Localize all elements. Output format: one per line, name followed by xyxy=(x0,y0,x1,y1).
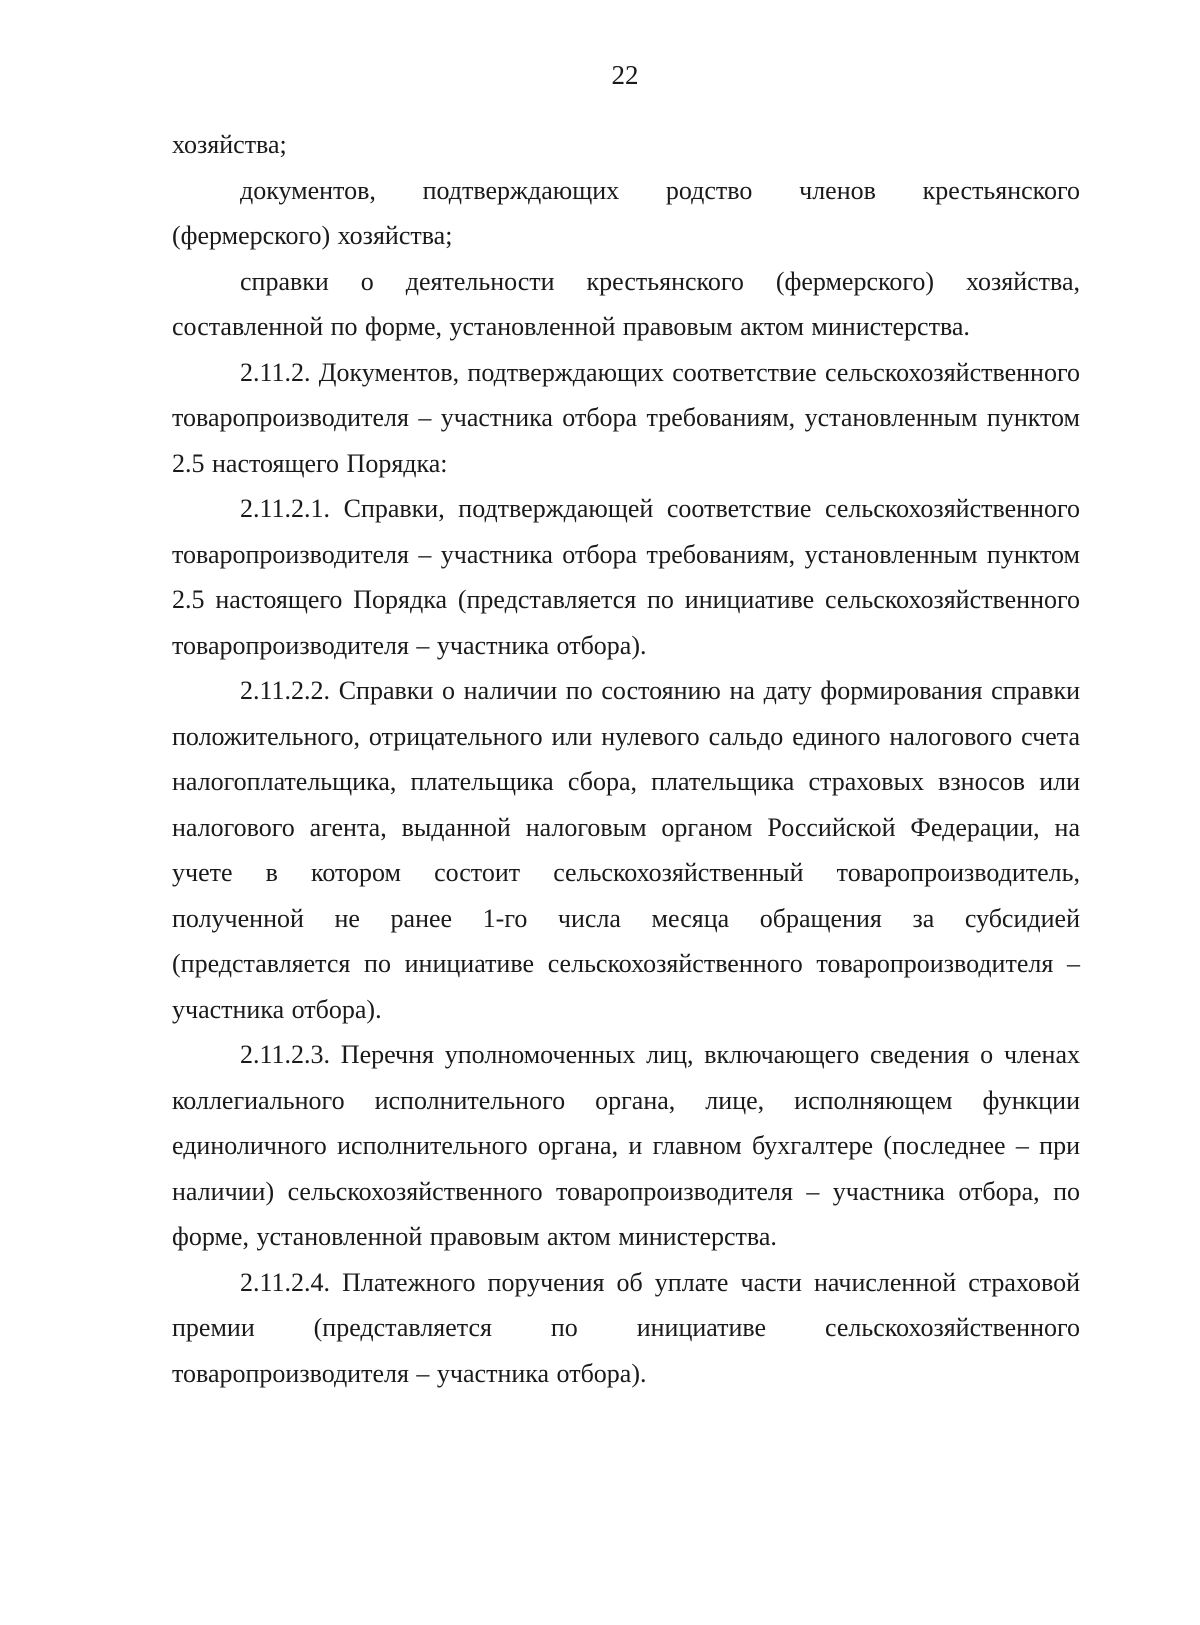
document-body xyxy=(172,122,1080,1396)
paragraph-activity-certificate: справки о деятельности крестьянского (фермерского) хозяйства, составленной по форме, установленной правовым актом министерства. xyxy=(172,266,1080,341)
paragraph-2-11-2-1: 2.11.2.1. Справки, подтверждающей соответствие сельскохозяйственного товаропроизводителя – участника отбора требованиям, установленным пунктом 2.5 настоящего Порядка (представляется по инициативе сельскохозяйственного товаропроизводителя – участника отбора). xyxy=(172,494,1080,660)
paragraph-2-11-2-4: 2.11.2.4. Платежного поручения об уплате части начисленной страховой премии (представляется по инициативе сельскохозяйственного товаропроизводителя – участника отбора). xyxy=(172,1267,1080,1388)
paragraph-2-11-2: 2.11.2. Документов, подтверждающих соответствие сельскохозяйственного товаропроизводителя – участника отбора требованиям, установленным пунктом 2.5 настоящего Порядка: xyxy=(172,357,1080,478)
page-number: 22 xyxy=(611,60,639,90)
paragraph-kinship-documents: документов, подтверждающих родство членов крестьянского (фермерского) хозяйства; xyxy=(172,175,1080,250)
paragraph-2-11-2-3: 2.11.2.3. Перечня уполномоченных лиц, включающего сведения о членах коллегиального исполнительного органа, лице, исполняющем функции единоличного исполнительного органа, и главном бухгалтере (последнее – при наличии) сельскохозяйственного товаропроизводителя – участника отбора, по форме, установленной правовым актом министерства. xyxy=(172,1040,1080,1251)
paragraph-2-11-2-2: 2.11.2.2. Справки о наличии по состоянию на дату формирования справки положительного, отрицательного или нулевого сальдо единого налогового счета налогоплательщика, плательщика сбора, плательщика страховых взносов или налогового агента, выданной налоговым органом Российской Федерации, на учете в котором состоит сельскохозяйственный товаропроизводитель, полученной не ранее 1-го числа месяца обращения за субсидией (представляется по инициативе сельскохозяйственного товаропроизводителя – участника отбора). xyxy=(172,676,1080,1024)
paragraph-continuation: хозяйства; xyxy=(172,130,287,159)
